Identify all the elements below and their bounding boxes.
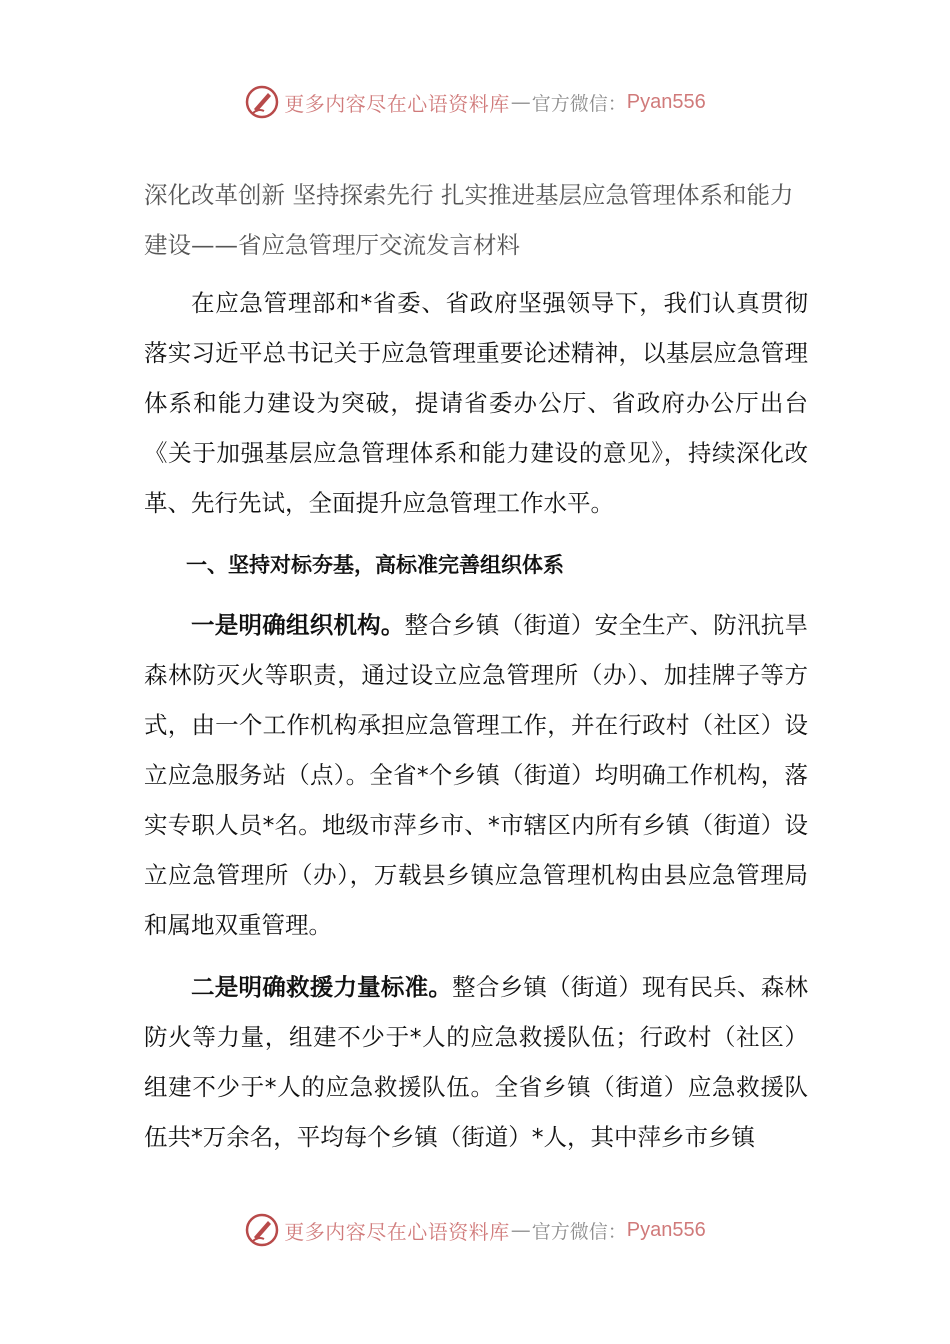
banner-separator: — xyxy=(510,1218,531,1242)
banner-brand-text: 更多内容尽在心语资料库 xyxy=(284,1219,510,1244)
document-body xyxy=(144,170,808,1174)
section-heading: 一、坚持对标夯基，高标准完善组织体系 xyxy=(186,553,564,577)
header-banner xyxy=(0,82,950,122)
point-paragraph xyxy=(144,962,808,1162)
banner-brand-text: 更多内容尽在心语资料库 xyxy=(284,91,510,116)
point-paragraph xyxy=(144,600,808,950)
footer-banner xyxy=(0,1210,950,1250)
pen-seal-icon xyxy=(244,1212,280,1248)
intro-paragraph: 在应急管理部和*省委、省政府坚强领导下，我们认真贯彻落实习近平总书记关于应急管理重要论述精神，以基层应急管理体系和能力建设为突破，提请省委办公厅、省政府办公厅出台《关于加强基层应急管理体系和能力建设的意见》，持续深化改革、先行先试，全面提升应急管理工作水平。 xyxy=(144,289,808,517)
point-lead: 二是明确救援力量标准。 xyxy=(191,973,453,1001)
banner-contact-label: 官方微信： xyxy=(531,1220,627,1243)
point-body: 整合乡镇（街道）安全生产、防汛抗旱森林防灭火等职责，通过设立应急管理所（办）、加挂牌子等方式，由一个工作机构承担应急管理工作，并在行政村（社区）设立应急服务站（点）。全省*个乡镇（街道）均明确工作机构，落实专职人员*名。地级市萍乡市、*市辖区内所有乡镇（街道）设立应急管理所（办），万载县乡镇应急管理机构由县应急管理局和属地双重管理。 xyxy=(144,611,809,939)
document-title: 深化改革创新 坚持探索先行 扎实推进基层应急管理体系和能力建设——省应急管理厅交流发言材料 xyxy=(144,181,794,259)
banner-wechat-handle: Pyan556 xyxy=(626,90,706,113)
banner-separator: — xyxy=(510,90,531,114)
banner-wechat-handle: Pyan556 xyxy=(626,1218,706,1241)
banner-contact-label: 官方微信： xyxy=(531,92,627,115)
pen-seal-icon xyxy=(244,84,280,120)
point-lead: 一是明确组织机构。 xyxy=(191,611,405,639)
point-body: 整合乡镇（街道）现有民兵、森林防火等力量，组建不少于*人的应急救援队伍；行政村（社区）组建不少于*人的应急救援队伍。全省乡镇（街道）应急救援队伍共*万余名，平均每个乡镇（街道）*人，其中萍乡市乡镇 xyxy=(144,973,809,1151)
